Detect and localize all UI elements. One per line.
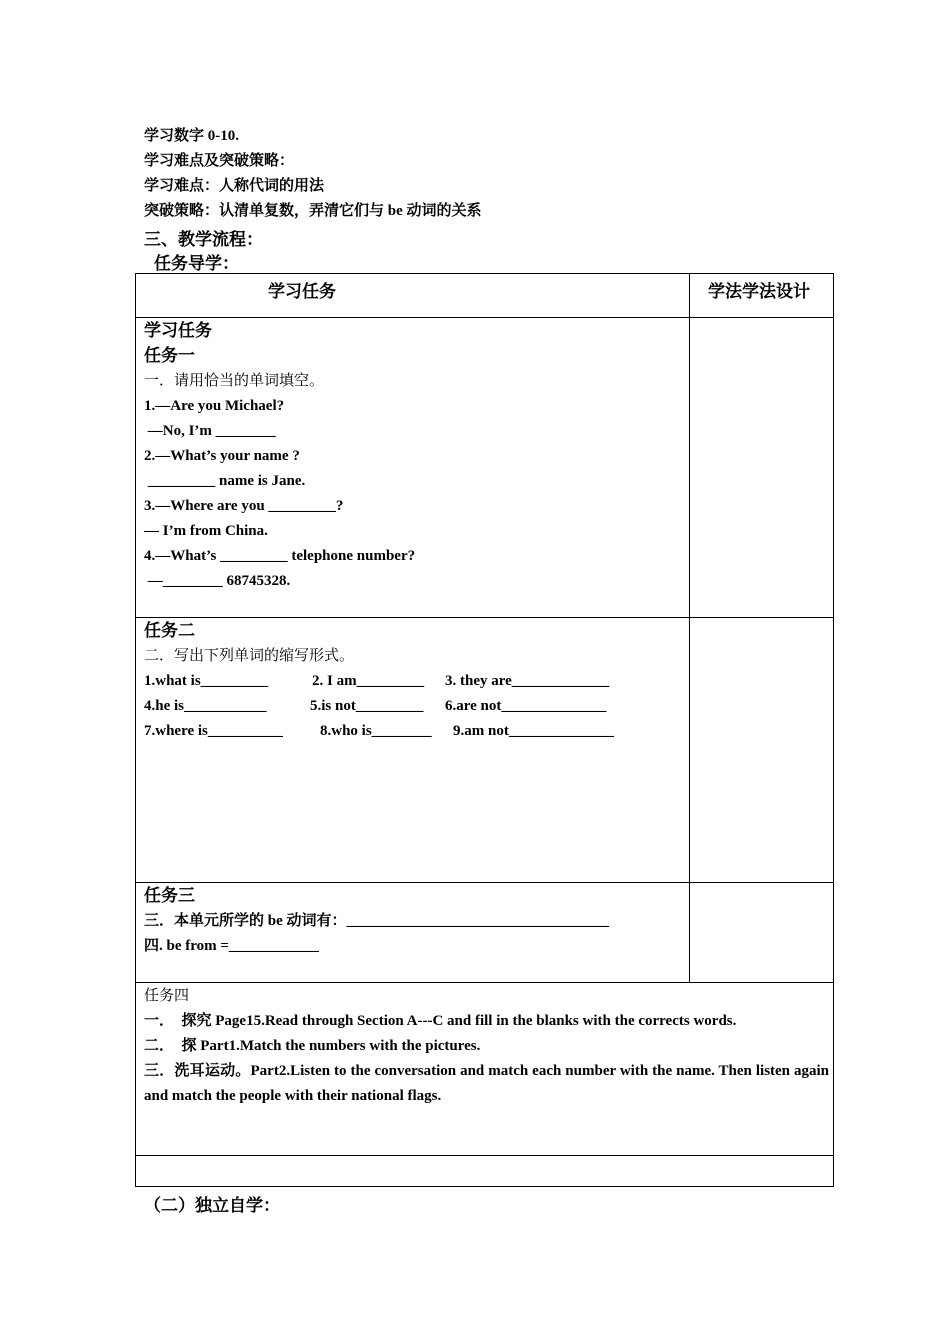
intro-line-2: 学习难点及突破策略：: [144, 153, 295, 169]
intro-line-1: 学习数字 0-10.: [144, 128, 239, 144]
be-verbs-line: 三．本单元所学的 be 动词有：___________________________________: [144, 913, 610, 929]
be-from-line: 四. be from =____________: [144, 938, 319, 954]
intro-line-3: 学习难点：人称代词的用法: [144, 178, 325, 194]
contraction-item: 9.am not______________: [453, 723, 614, 739]
task-label: 学习任务: [144, 321, 212, 341]
row-divider: [136, 1155, 833, 1156]
contraction-item: 6.are not______________: [445, 698, 607, 714]
contraction-item: 8.who is________: [320, 723, 432, 739]
task-two-instruction: 二．写出下列单词的缩写形式。: [144, 648, 355, 664]
task-four-line: 一． 探究 Page15.Read through Section A---C and fill in the blanks with the corrects words.: [144, 1013, 737, 1029]
task-one-cell: [144, 319, 415, 594]
task-four-title: 任务四: [144, 988, 190, 1004]
footer-heading: （二）独立自学：: [144, 1196, 280, 1216]
row-divider: [136, 617, 833, 618]
exercise-line: —No, I’m ________: [144, 423, 276, 439]
task-three-title: 任务三: [144, 886, 195, 906]
exercise-line: 1.—Are you Michael?: [144, 398, 285, 414]
section-heading: 三、教学流程：: [144, 230, 263, 250]
column-header-methods: 学法学法设计: [708, 282, 810, 302]
exercise-line: — I’m from China.: [144, 523, 268, 539]
contraction-row: [144, 719, 614, 744]
exercise-line: 4.—What’s _________ telephone number?: [144, 548, 416, 564]
task-two-cell: [144, 619, 614, 744]
row-divider: [136, 982, 833, 983]
column-divider: [689, 274, 690, 982]
task-three-cell: [144, 884, 609, 959]
task-table: [135, 273, 834, 1187]
task-four-line: 三．洗耳运动。Part2.Listen to the conversation and match each number with the name. Then listen again and match the people with their national flags.: [144, 1063, 829, 1104]
contraction-item: 2. I am_________: [312, 673, 425, 689]
intro-line-4: 突破策略：认清单复数，弄清它们与 be 动词的关系: [144, 203, 482, 219]
row-divider: [136, 317, 833, 318]
subheading: 任务导学：: [154, 254, 239, 274]
row-divider: [136, 882, 833, 883]
task-one-title: 任务一: [144, 346, 195, 366]
task-two-title: 任务二: [144, 621, 195, 641]
contraction-item: 4.he is___________: [144, 698, 267, 714]
contraction-item: 5.is not_________: [310, 698, 424, 714]
task-one-instruction: 一．请用恰当的单词填空。: [144, 373, 325, 389]
exercise-line: 3.—Where are you _________?: [144, 498, 344, 514]
task-four-line: 二． 探 Part1.Match the numbers with the pictures.: [144, 1038, 481, 1054]
exercise-line: _________ name is Jane.: [144, 473, 306, 489]
task-four-cell: [144, 984, 829, 1109]
contraction-item: 3. they are_____________: [445, 673, 610, 689]
column-header-tasks: 学习任务: [268, 282, 336, 302]
contraction-row: [144, 694, 614, 719]
exercise-line: 2.—What’s your name ?: [144, 448, 300, 464]
contraction-item: 1.what is_________: [144, 673, 269, 689]
contraction-row: [144, 669, 614, 694]
exercise-line: —________ 68745328.: [144, 573, 291, 589]
contraction-item: 7.where is__________: [144, 723, 283, 739]
